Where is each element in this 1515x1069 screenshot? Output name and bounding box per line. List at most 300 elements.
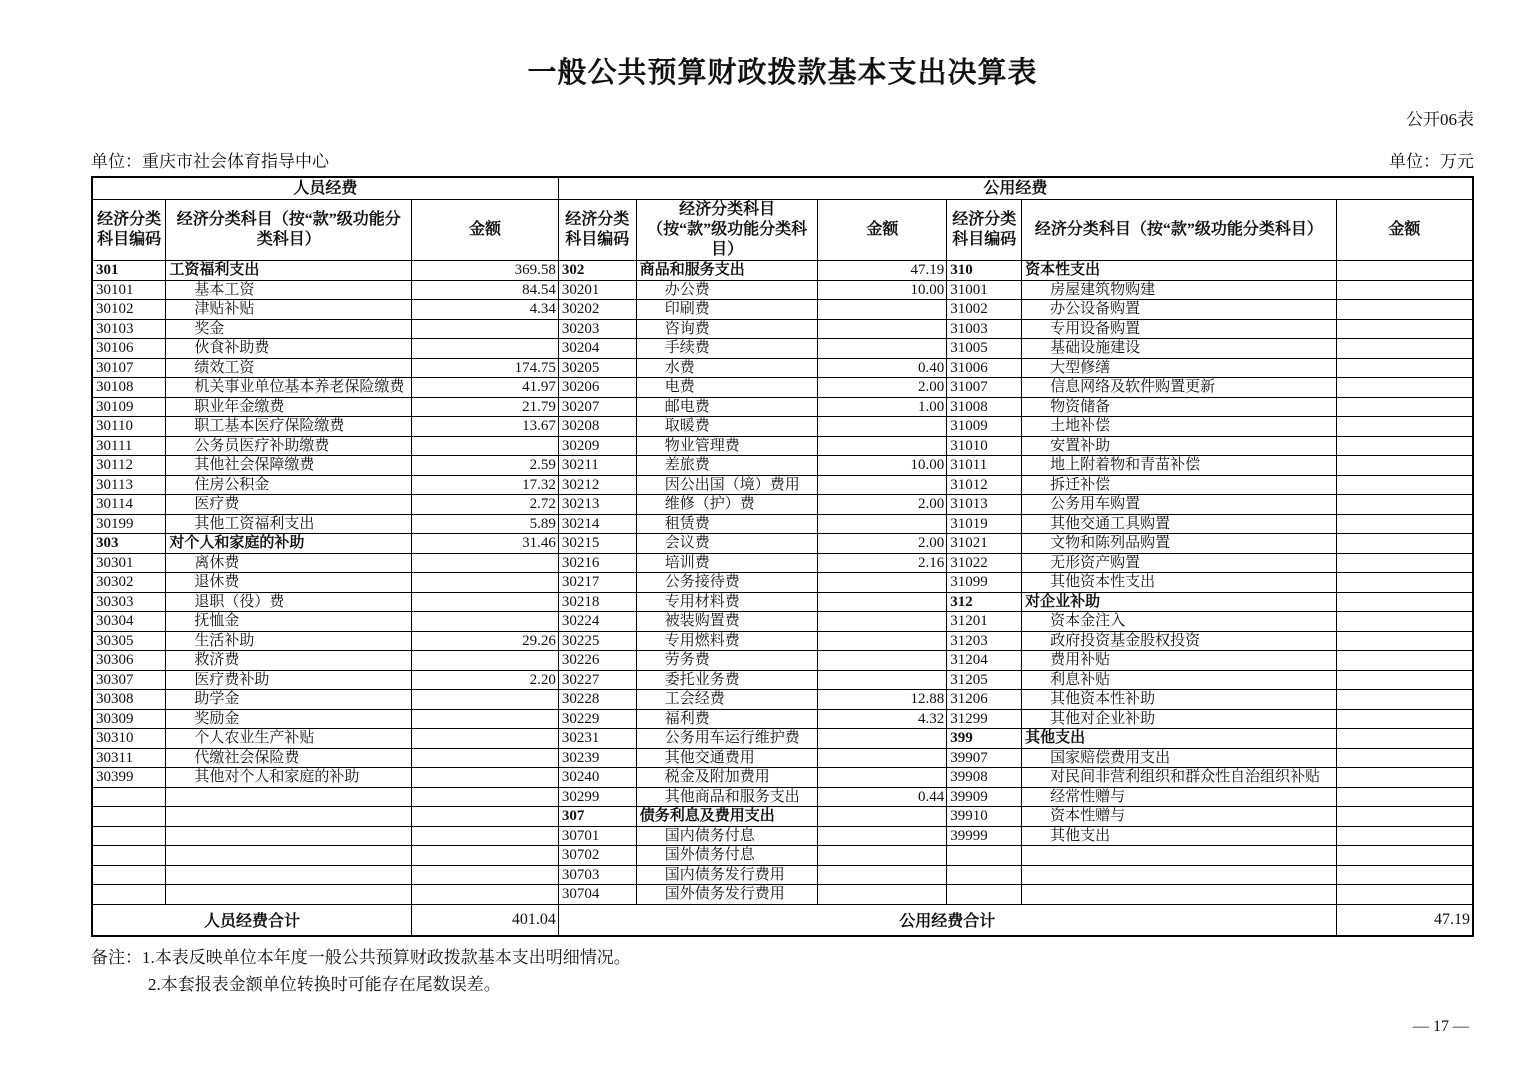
- unit-row: [91, 147, 1474, 172]
- code-cell: 30217: [558, 573, 636, 593]
- group-header-personnel: 人员经费: [92, 177, 558, 200]
- subject-cell: [166, 865, 412, 885]
- subject-cell: 其他支出: [1022, 826, 1337, 846]
- code-cell: 30224: [558, 612, 636, 632]
- code-cell: 30310: [92, 729, 166, 749]
- subject-cell: 土地补偿: [1022, 417, 1337, 437]
- amount-cell: 41.97: [412, 378, 559, 398]
- code-cell: 30231: [558, 729, 636, 749]
- amount-cell: 21.79: [412, 397, 559, 417]
- amount-cell: [412, 709, 559, 729]
- amount-cell: [818, 573, 947, 593]
- amount-cell: [412, 690, 559, 710]
- table-row: [92, 378, 1473, 398]
- group-header-public: 公用经费: [558, 177, 1473, 200]
- table-row: [92, 709, 1473, 729]
- code-cell: 39909: [947, 787, 1022, 807]
- amount-cell: [818, 846, 947, 866]
- amount-cell: [412, 807, 559, 827]
- code-cell: 310: [947, 261, 1022, 281]
- amount-cell: [1336, 631, 1473, 651]
- code-cell: 39907: [947, 748, 1022, 768]
- subject-cell: 资本性赠与: [1022, 807, 1337, 827]
- code-cell: 30239: [558, 748, 636, 768]
- subject-cell: 专用燃料费: [636, 631, 818, 651]
- table-row: [92, 358, 1473, 378]
- amount-cell: [1336, 300, 1473, 320]
- code-cell: 301: [92, 261, 166, 281]
- amount-cell: [818, 826, 947, 846]
- subject-cell: 救济费: [166, 651, 412, 671]
- subject-cell: 税金及附加费用: [636, 768, 818, 788]
- table-row: [92, 475, 1473, 495]
- code-cell: 30103: [92, 319, 166, 339]
- code-cell: [92, 807, 166, 827]
- amount-cell: [412, 787, 559, 807]
- table-row: [92, 261, 1473, 281]
- subject-cell: 物资储备: [1022, 397, 1337, 417]
- code-cell: 30211: [558, 456, 636, 476]
- amount-cell: 0.40: [818, 358, 947, 378]
- code-cell: [92, 846, 166, 866]
- amount-cell: [1336, 573, 1473, 593]
- amount-cell: 2.00: [818, 495, 947, 515]
- subject-cell: 公务接待费: [636, 573, 818, 593]
- subject-cell: 其他商品和服务支出: [636, 787, 818, 807]
- column-header-amount: 金额: [1336, 200, 1473, 261]
- amount-cell: 2.20: [412, 670, 559, 690]
- amount-cell: [818, 729, 947, 749]
- code-cell: 30702: [558, 846, 636, 866]
- table-row: [92, 319, 1473, 339]
- public-total-amount: 47.19: [1336, 904, 1473, 936]
- subject-cell: 职业年金缴费: [166, 397, 412, 417]
- code-cell: 30301: [92, 553, 166, 573]
- table-row: [92, 534, 1473, 554]
- code-cell: 30203: [558, 319, 636, 339]
- table-row: [92, 651, 1473, 671]
- amount-cell: [818, 865, 947, 885]
- amount-cell: 13.67: [412, 417, 559, 437]
- subject-cell: 差旅费: [636, 456, 818, 476]
- subject-cell: 物业管理费: [636, 436, 818, 456]
- subject-cell: 国内债务发行费用: [636, 865, 818, 885]
- subject-cell: 资本金注入: [1022, 612, 1337, 632]
- subject-cell: 会议费: [636, 534, 818, 554]
- code-cell: 30207: [558, 397, 636, 417]
- code-cell: 30107: [92, 358, 166, 378]
- subject-cell: 工资福利支出: [166, 261, 412, 281]
- subject-cell: 无形资产购置: [1022, 553, 1337, 573]
- amount-cell: [818, 885, 947, 905]
- code-cell: 31021: [947, 534, 1022, 554]
- amount-cell: 31.46: [412, 534, 559, 554]
- subject-cell: 经常性赠与: [1022, 787, 1337, 807]
- code-cell: 30226: [558, 651, 636, 671]
- code-cell: 30215: [558, 534, 636, 554]
- subject-cell: 专用设备购置: [1022, 319, 1337, 339]
- unit-money-label: 单位：万元: [1389, 152, 1474, 171]
- code-cell: 31002: [947, 300, 1022, 320]
- amount-cell: [412, 748, 559, 768]
- amount-cell: [1336, 553, 1473, 573]
- page-number: — 17 —: [1413, 1018, 1469, 1035]
- amount-cell: [1336, 339, 1473, 359]
- subject-cell: 资本性支出: [1022, 261, 1337, 281]
- subject-cell: 办公费: [636, 280, 818, 300]
- code-cell: 31019: [947, 514, 1022, 534]
- amount-cell: [412, 768, 559, 788]
- amount-cell: 17.32: [412, 475, 559, 495]
- code-cell: 30704: [558, 885, 636, 905]
- code-cell: 30214: [558, 514, 636, 534]
- subject-cell: [1022, 846, 1337, 866]
- code-cell: 31299: [947, 709, 1022, 729]
- subject-cell: 水费: [636, 358, 818, 378]
- code-cell: 31010: [947, 436, 1022, 456]
- amount-cell: [1336, 748, 1473, 768]
- subject-cell: 文物和陈列品购置: [1022, 534, 1337, 554]
- table-row: [92, 514, 1473, 534]
- totals-row: [92, 904, 1473, 936]
- subject-cell: 助学金: [166, 690, 412, 710]
- amount-cell: [412, 319, 559, 339]
- amount-cell: [412, 865, 559, 885]
- table-row: [92, 768, 1473, 788]
- amount-cell: [1336, 261, 1473, 281]
- amount-cell: [818, 651, 947, 671]
- subject-cell: 生活补助: [166, 631, 412, 651]
- code-cell: 30399: [92, 768, 166, 788]
- amount-cell: 47.19: [818, 261, 947, 281]
- code-cell: 30114: [92, 495, 166, 515]
- code-cell: 30305: [92, 631, 166, 651]
- subject-cell: 咨询费: [636, 319, 818, 339]
- subject-cell: 租赁费: [636, 514, 818, 534]
- subject-cell: 公务用车运行维护费: [636, 729, 818, 749]
- table-row: [92, 339, 1473, 359]
- subject-cell: 国内债务付息: [636, 826, 818, 846]
- code-cell: 30309: [92, 709, 166, 729]
- subject-cell: 其他社会保障缴费: [166, 456, 412, 476]
- amount-cell: [1336, 729, 1473, 749]
- amount-cell: [818, 612, 947, 632]
- personnel-total-label: 人员经费合计: [92, 904, 412, 936]
- subject-cell: 维修（护）费: [636, 495, 818, 515]
- table-row: [92, 280, 1473, 300]
- code-cell: 30304: [92, 612, 166, 632]
- amount-cell: 12.88: [818, 690, 947, 710]
- subject-cell: [166, 787, 412, 807]
- amount-cell: [412, 826, 559, 846]
- code-cell: 399: [947, 729, 1022, 749]
- table-row: [92, 300, 1473, 320]
- amount-cell: [818, 475, 947, 495]
- column-header-subject: 经济分类科目（按“款”级功能分类科目）: [1022, 200, 1337, 261]
- amount-cell: [818, 592, 947, 612]
- code-cell: 30216: [558, 553, 636, 573]
- amount-cell: [818, 417, 947, 437]
- code-cell: 303: [92, 534, 166, 554]
- amount-cell: [1336, 865, 1473, 885]
- amount-cell: [818, 748, 947, 768]
- subject-cell: 电费: [636, 378, 818, 398]
- column-header-code: 经济分类科目编码: [947, 200, 1022, 261]
- amount-cell: [1336, 397, 1473, 417]
- code-cell: 30306: [92, 651, 166, 671]
- code-cell: 31022: [947, 553, 1022, 573]
- amount-cell: [412, 339, 559, 359]
- amount-cell: [818, 807, 947, 827]
- note-line-1: 备注：1.本表反映单位本年度一般公共预算财政拨款基本支出明细情况。: [91, 947, 631, 967]
- expenditure-table: [91, 176, 1474, 937]
- subject-cell: 商品和服务支出: [636, 261, 818, 281]
- page-title: 一般公共预算财政拨款基本支出决算表: [527, 57, 1038, 89]
- subject-cell: 委托业务费: [636, 670, 818, 690]
- amount-cell: [1336, 787, 1473, 807]
- amount-cell: 2.00: [818, 534, 947, 554]
- code-cell: 39910: [947, 807, 1022, 827]
- code-cell: 30101: [92, 280, 166, 300]
- table-row: [92, 592, 1473, 612]
- subject-cell: 其他资本性补助: [1022, 690, 1337, 710]
- subject-cell: 奖金: [166, 319, 412, 339]
- code-cell: 30102: [92, 300, 166, 320]
- subject-cell: 拆迁补偿: [1022, 475, 1337, 495]
- column-header-subject: 经济分类科目（按“款”级功能分类科目）: [636, 200, 818, 261]
- amount-cell: 29.26: [412, 631, 559, 651]
- code-cell: 30240: [558, 768, 636, 788]
- amount-cell: 1.00: [818, 397, 947, 417]
- code-cell: 30213: [558, 495, 636, 515]
- amount-cell: [1336, 807, 1473, 827]
- amount-cell: [1336, 280, 1473, 300]
- amount-cell: 84.54: [412, 280, 559, 300]
- amount-cell: [1336, 826, 1473, 846]
- amount-cell: 2.59: [412, 456, 559, 476]
- subject-cell: 基础设施建设: [1022, 339, 1337, 359]
- amount-cell: 2.00: [818, 378, 947, 398]
- table-row: [92, 495, 1473, 515]
- amount-cell: [412, 553, 559, 573]
- amount-cell: [818, 670, 947, 690]
- code-cell: 31007: [947, 378, 1022, 398]
- code-cell: 30229: [558, 709, 636, 729]
- subject-cell: 对民间非营利组织和群众性自治组织补贴: [1022, 768, 1337, 788]
- code-cell: 30113: [92, 475, 166, 495]
- code-cell: 30209: [558, 436, 636, 456]
- code-cell: 30112: [92, 456, 166, 476]
- amount-cell: [1336, 436, 1473, 456]
- amount-cell: 5.89: [412, 514, 559, 534]
- code-cell: 31201: [947, 612, 1022, 632]
- subject-cell: 劳务费: [636, 651, 818, 671]
- content-area: [91, 0, 1474, 998]
- code-cell: 30206: [558, 378, 636, 398]
- subject-cell: 对个人和家庭的补助: [166, 534, 412, 554]
- code-cell: 30303: [92, 592, 166, 612]
- code-cell: 31005: [947, 339, 1022, 359]
- subject-cell: 其他交通工具购置: [1022, 514, 1337, 534]
- public-total-label: 公用经费合计: [558, 904, 1336, 936]
- amount-cell: [1336, 378, 1473, 398]
- subject-cell: 利息补贴: [1022, 670, 1337, 690]
- subject-cell: 福利费: [636, 709, 818, 729]
- subject-cell: 医疗费: [166, 495, 412, 515]
- code-cell: 31099: [947, 573, 1022, 593]
- code-cell: 31006: [947, 358, 1022, 378]
- code-cell: 30212: [558, 475, 636, 495]
- code-cell: [92, 826, 166, 846]
- code-cell: 30701: [558, 826, 636, 846]
- amount-cell: [818, 768, 947, 788]
- subject-cell: [1022, 865, 1337, 885]
- code-cell: 30204: [558, 339, 636, 359]
- code-cell: 30302: [92, 573, 166, 593]
- amount-cell: 4.34: [412, 300, 559, 320]
- note-line-2: 2.本套报表金额单位转换时可能存在尾数误差。: [148, 974, 501, 994]
- table-row: [92, 865, 1473, 885]
- subject-cell: 债务利息及费用支出: [636, 807, 818, 827]
- table-row: [92, 690, 1473, 710]
- table-row: [92, 397, 1473, 417]
- code-cell: [947, 885, 1022, 905]
- code-cell: 39908: [947, 768, 1022, 788]
- subject-cell: 机关事业单位基本养老保险缴费: [166, 378, 412, 398]
- subject-cell: 代缴社会保险费: [166, 748, 412, 768]
- subject-cell: 其他对企业补助: [1022, 709, 1337, 729]
- subject-cell: 其他支出: [1022, 729, 1337, 749]
- subject-cell: 工会经费: [636, 690, 818, 710]
- table-row: [92, 553, 1473, 573]
- code-cell: 30201: [558, 280, 636, 300]
- amount-cell: [412, 612, 559, 632]
- amount-cell: [818, 514, 947, 534]
- amount-cell: 174.75: [412, 358, 559, 378]
- code-cell: [92, 865, 166, 885]
- table-row: [92, 846, 1473, 866]
- subject-cell: 退职（役）费: [166, 592, 412, 612]
- amount-cell: [1336, 846, 1473, 866]
- code-cell: 30308: [92, 690, 166, 710]
- amount-cell: [1336, 475, 1473, 495]
- subject-cell: 国外债务发行费用: [636, 885, 818, 905]
- code-cell: 30227: [558, 670, 636, 690]
- column-header-code: 经济分类科目编码: [92, 200, 166, 261]
- table-row: [92, 748, 1473, 768]
- amount-cell: [818, 436, 947, 456]
- subject-cell: [166, 826, 412, 846]
- subject-cell: 政府投资基金股权投资: [1022, 631, 1337, 651]
- code-cell: 30299: [558, 787, 636, 807]
- code-cell: 30703: [558, 865, 636, 885]
- code-cell: [92, 787, 166, 807]
- amount-cell: [1336, 319, 1473, 339]
- subject-cell: 其他交通费用: [636, 748, 818, 768]
- subject-cell: 国外债务付息: [636, 846, 818, 866]
- subject-cell: 基本工资: [166, 280, 412, 300]
- group-header-row: [92, 177, 1473, 200]
- code-cell: 31001: [947, 280, 1022, 300]
- subject-cell: 房屋建筑物购建: [1022, 280, 1337, 300]
- amount-cell: [412, 436, 559, 456]
- column-header-subject: 经济分类科目（按“款”级功能分类科目）: [166, 200, 412, 261]
- column-header-code: 经济分类科目编码: [558, 200, 636, 261]
- amount-cell: [1336, 358, 1473, 378]
- column-header-amount: 金额: [818, 200, 947, 261]
- subject-cell: 手续费: [636, 339, 818, 359]
- table-row: [92, 456, 1473, 476]
- subject-cell: 个人农业生产补贴: [166, 729, 412, 749]
- subject-cell: 印刷费: [636, 300, 818, 320]
- subject-cell: 费用补贴: [1022, 651, 1337, 671]
- subject-cell: 奖励金: [166, 709, 412, 729]
- subject-cell: 离休费: [166, 553, 412, 573]
- unit-name-label: 单位：重庆市社会体育指导中心: [91, 152, 329, 171]
- subject-cell: 医疗费补助: [166, 670, 412, 690]
- code-cell: [92, 885, 166, 905]
- table-row: [92, 807, 1473, 827]
- amount-cell: [1336, 417, 1473, 437]
- code-cell: 30218: [558, 592, 636, 612]
- code-cell: 30208: [558, 417, 636, 437]
- amount-cell: [1336, 612, 1473, 632]
- code-cell: 39999: [947, 826, 1022, 846]
- code-cell: 30225: [558, 631, 636, 651]
- amount-cell: 2.16: [818, 553, 947, 573]
- code-cell: 30111: [92, 436, 166, 456]
- subject-cell: 其他对个人和家庭的补助: [166, 768, 412, 788]
- amount-cell: [412, 885, 559, 905]
- subject-cell: 其他资本性支出: [1022, 573, 1337, 593]
- subject-cell: 邮电费: [636, 397, 818, 417]
- subject-cell: [166, 807, 412, 827]
- code-cell: 30311: [92, 748, 166, 768]
- subject-cell: 专用材料费: [636, 592, 818, 612]
- code-cell: 312: [947, 592, 1022, 612]
- subject-cell: 公务员医疗补助缴费: [166, 436, 412, 456]
- table-row: [92, 885, 1473, 905]
- table-row: [92, 670, 1473, 690]
- subject-cell: [1022, 885, 1337, 905]
- subject-cell: 地上附着物和青苗补偿: [1022, 456, 1337, 476]
- amount-cell: 2.72: [412, 495, 559, 515]
- subject-cell: 培训费: [636, 553, 818, 573]
- subject-cell: 办公设备购置: [1022, 300, 1337, 320]
- amount-cell: [1336, 534, 1473, 554]
- personnel-total-amount: 401.04: [412, 904, 559, 936]
- amount-cell: 369.58: [412, 261, 559, 281]
- table-row: [92, 612, 1473, 632]
- amount-cell: [412, 592, 559, 612]
- subject-cell: 职工基本医疗保险缴费: [166, 417, 412, 437]
- code-cell: 31012: [947, 475, 1022, 495]
- amount-cell: [818, 339, 947, 359]
- amount-cell: [1336, 514, 1473, 534]
- column-header-amount: 金额: [412, 200, 559, 261]
- amount-cell: 4.32: [818, 709, 947, 729]
- amount-cell: [818, 631, 947, 651]
- code-cell: 31009: [947, 417, 1022, 437]
- notes: [91, 944, 1474, 998]
- code-cell: 31013: [947, 495, 1022, 515]
- subject-cell: 绩效工资: [166, 358, 412, 378]
- table-row: [92, 787, 1473, 807]
- subject-cell: 其他工资福利支出: [166, 514, 412, 534]
- amount-cell: [412, 573, 559, 593]
- code-cell: 30109: [92, 397, 166, 417]
- subject-cell: 取暖费: [636, 417, 818, 437]
